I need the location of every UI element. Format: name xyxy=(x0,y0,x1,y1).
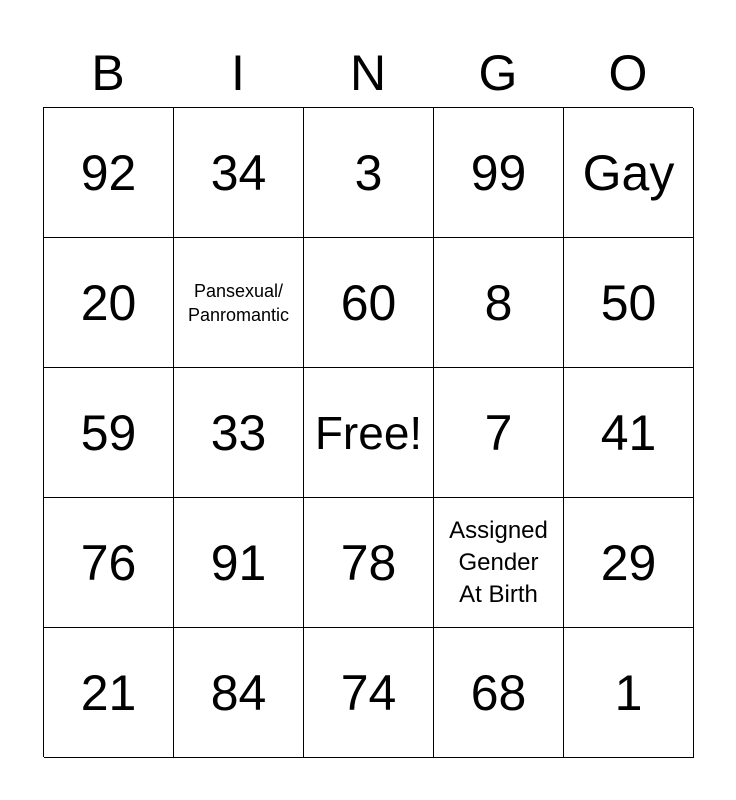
header-letter-g: G xyxy=(478,45,518,101)
bingo-cell[interactable]: 21 xyxy=(44,628,174,758)
bingo-cell[interactable]: 1 xyxy=(564,628,694,758)
bingo-cell[interactable]: 68 xyxy=(434,628,564,758)
bingo-cell[interactable]: 50 xyxy=(564,238,694,368)
header-letter-b: B xyxy=(91,45,125,101)
bingo-cell[interactable]: 91 xyxy=(174,498,304,628)
bingo-cell[interactable]: Pansexual/ Panromantic xyxy=(174,238,304,368)
bingo-cell[interactable]: 7 xyxy=(434,368,564,498)
bingo-cell[interactable]: 41 xyxy=(564,368,694,498)
bingo-cell[interactable]: 92 xyxy=(44,108,174,238)
bingo-cell[interactable]: Assigned Gender At Birth xyxy=(434,498,564,628)
bingo-board xyxy=(43,107,693,757)
bingo-cell[interactable]: 84 xyxy=(174,628,304,758)
bingo-cell[interactable]: 78 xyxy=(304,498,434,628)
bingo-cell[interactable]: 99 xyxy=(434,108,564,238)
bingo-cell[interactable]: 3 xyxy=(304,108,434,238)
bingo-cell[interactable]: 20 xyxy=(44,238,174,368)
bingo-cell[interactable]: 29 xyxy=(564,498,694,628)
header-letter-n: N xyxy=(349,45,387,101)
header-letter-o: O xyxy=(608,45,648,101)
bingo-header xyxy=(43,40,693,106)
free-space-cell[interactable]: Free! xyxy=(304,368,434,498)
header-letter-i: I xyxy=(231,45,245,101)
bingo-cell[interactable]: 59 xyxy=(44,368,174,498)
bingo-cell[interactable]: 33 xyxy=(174,368,304,498)
bingo-cell[interactable]: 34 xyxy=(174,108,304,238)
bingo-cell[interactable]: 8 xyxy=(434,238,564,368)
bingo-cell[interactable]: 76 xyxy=(44,498,174,628)
bingo-cell[interactable]: 60 xyxy=(304,238,434,368)
bingo-cell[interactable]: 74 xyxy=(304,628,434,758)
bingo-cell[interactable]: Gay xyxy=(564,108,694,238)
